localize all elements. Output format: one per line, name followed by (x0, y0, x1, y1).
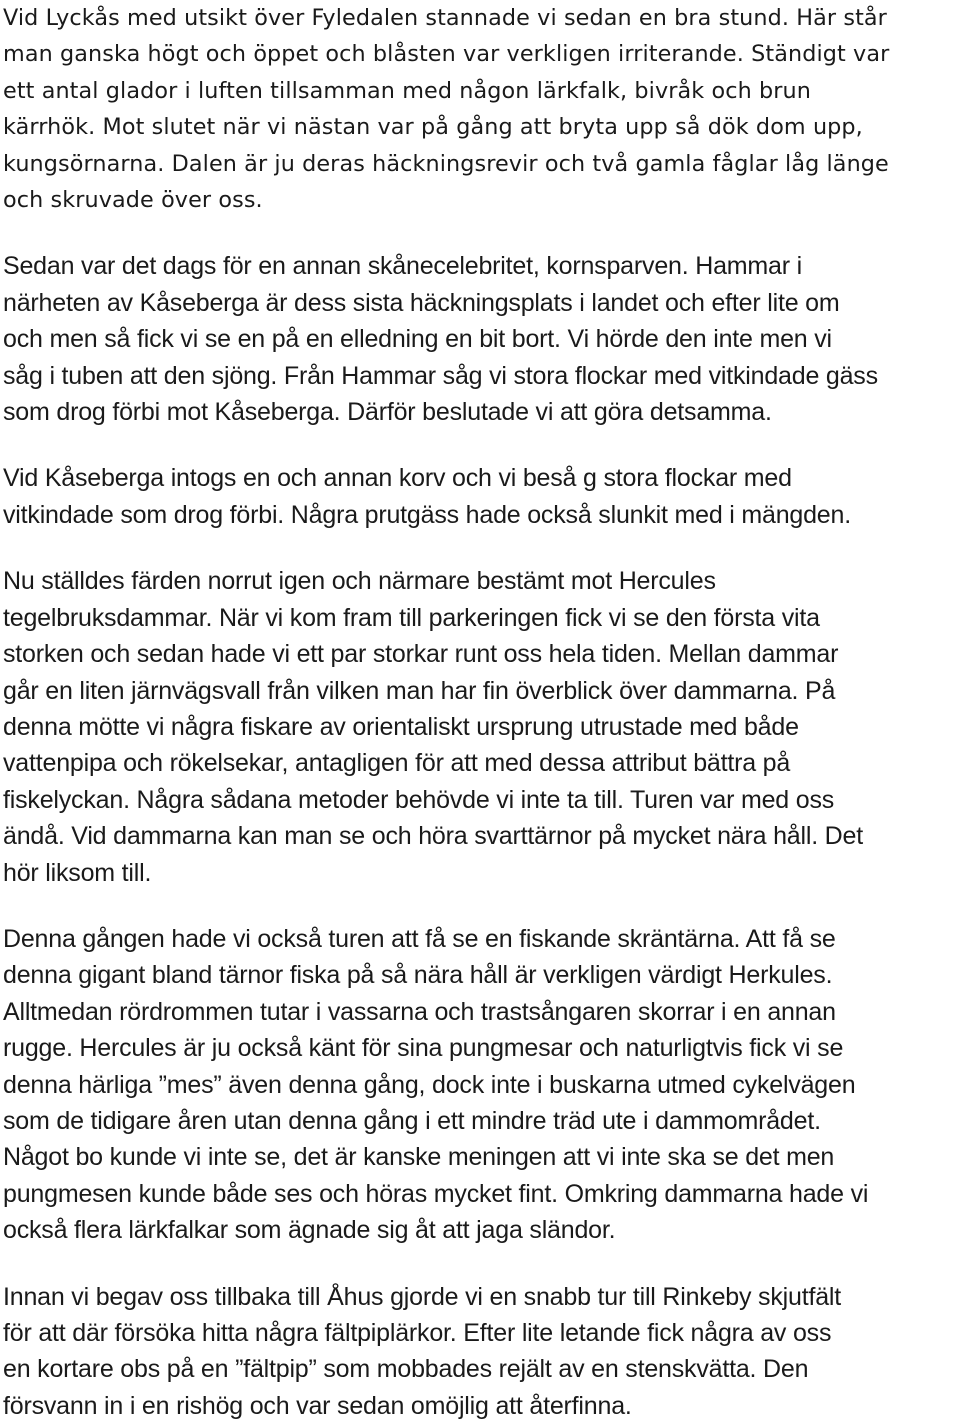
paragraph-gap (3, 430, 958, 460)
paragraph-rinkeby: Innan vi begav oss tillbaka till Åhus gjorde vi en snabb tur till Rinkeby skjutfält för att där försöka hitta några fältpiplärkor. Efter lite letande fick några av oss en kortare obs på en ”fältpip” som mobbades rejält av en stenskvätta. Den försvann in i en rishög och var sedan omöjlig att återfinna. (3, 1282, 842, 1420)
paragraph-hercules: Nu ställdes färden norrut igen och närmare bestämt mot Hercules tegelbruksdammar. När vi kom fram till parkeringen fick vi se den första vita storken och sedan hade vi ett par storkar runt oss hela tiden. Mellan dammar går en liten järnvägsvall från vilken man har fin överblick över dammarna. På denna mötte vi några fiskare av orientaliskt ursprung utrustade med både vattenpipa och rökelsekar, antagligen för att med dessa attribut bättra på fiskelyckan. Några sådana metoder behövde vi inte ta till. Turen var med oss ändå. Vid dammarna kan man se och höra svarttärnor på mycket nära håll. Det hör liksom till. (3, 567, 863, 887)
paragraph-gap (3, 891, 958, 921)
document-page (3, 0, 958, 1424)
paragraph-gap (3, 1249, 958, 1279)
paragraph-skrantarna: Denna gången hade vi också turen att få se en fiskande skräntärna. Att få se denna gigant bland tärnor fiska på så nära håll är verkligen värdigt Herkules. Alltmedan rördrommen tutar i vassarna och trastsångaren skorrar i en annan rugge. Hercules är ju också känt för sina pungmesar och naturligtvis fick vi se denna härliga ”mes” även denna gång, dock inte i buskarna utmed cykelvägen som de tidigare åren utan denna gång i ett mindre träd ute i dammområdet. Något bo kunde vi inte se, det är kanske meningen att vi inte ska se det men pungmesen kunde både ses och höras mycket fint. Omkring dammarna hade vi också flera lärkfalkar som ägnade sig åt att jaga sländor. (3, 924, 869, 1245)
paragraph-lyckas: Vid Lyckås med utsikt över Fyledalen stannade vi sedan en bra stund. Här står man ganska högt och öppet och blåsten var verkligen irriterande. Ständigt var ett antal glador i luften tillsamman med någon lärkfalk, bivråk och brun kärrhök. Mot slutet när vi nästan var på gång att bryta upp så dök dom upp, kungsörnarna. Dalen är ju deras häckningsrevir och två gamla fåglar låg länge och skruvade över oss. (3, 5, 890, 214)
paragraph-gap (3, 218, 958, 248)
paragraph-kaseberga: Vid Kåseberga intogs en och annan korv och vi beså g stora flockar med vitkindade som drog förbi. Några prutgäss hade också slunkit med i mängden. (3, 464, 851, 529)
paragraph-gap (3, 533, 958, 563)
paragraph-kornsparven: Sedan var det dags för en annan skånecelebritet, kornsparven. Hammar i närheten av Kåseberga är dess sista häckningsplats i landet och efter lite om och men så fick vi se en på en elledning en bit bort. Vi hörde den inte men vi såg i tuben att den sjöng. Från Hammar såg vi stora flockar med vitkindade gäss som drog förbi mot Kåseberga. Därför beslutade vi att göra detsamma. (3, 252, 878, 427)
